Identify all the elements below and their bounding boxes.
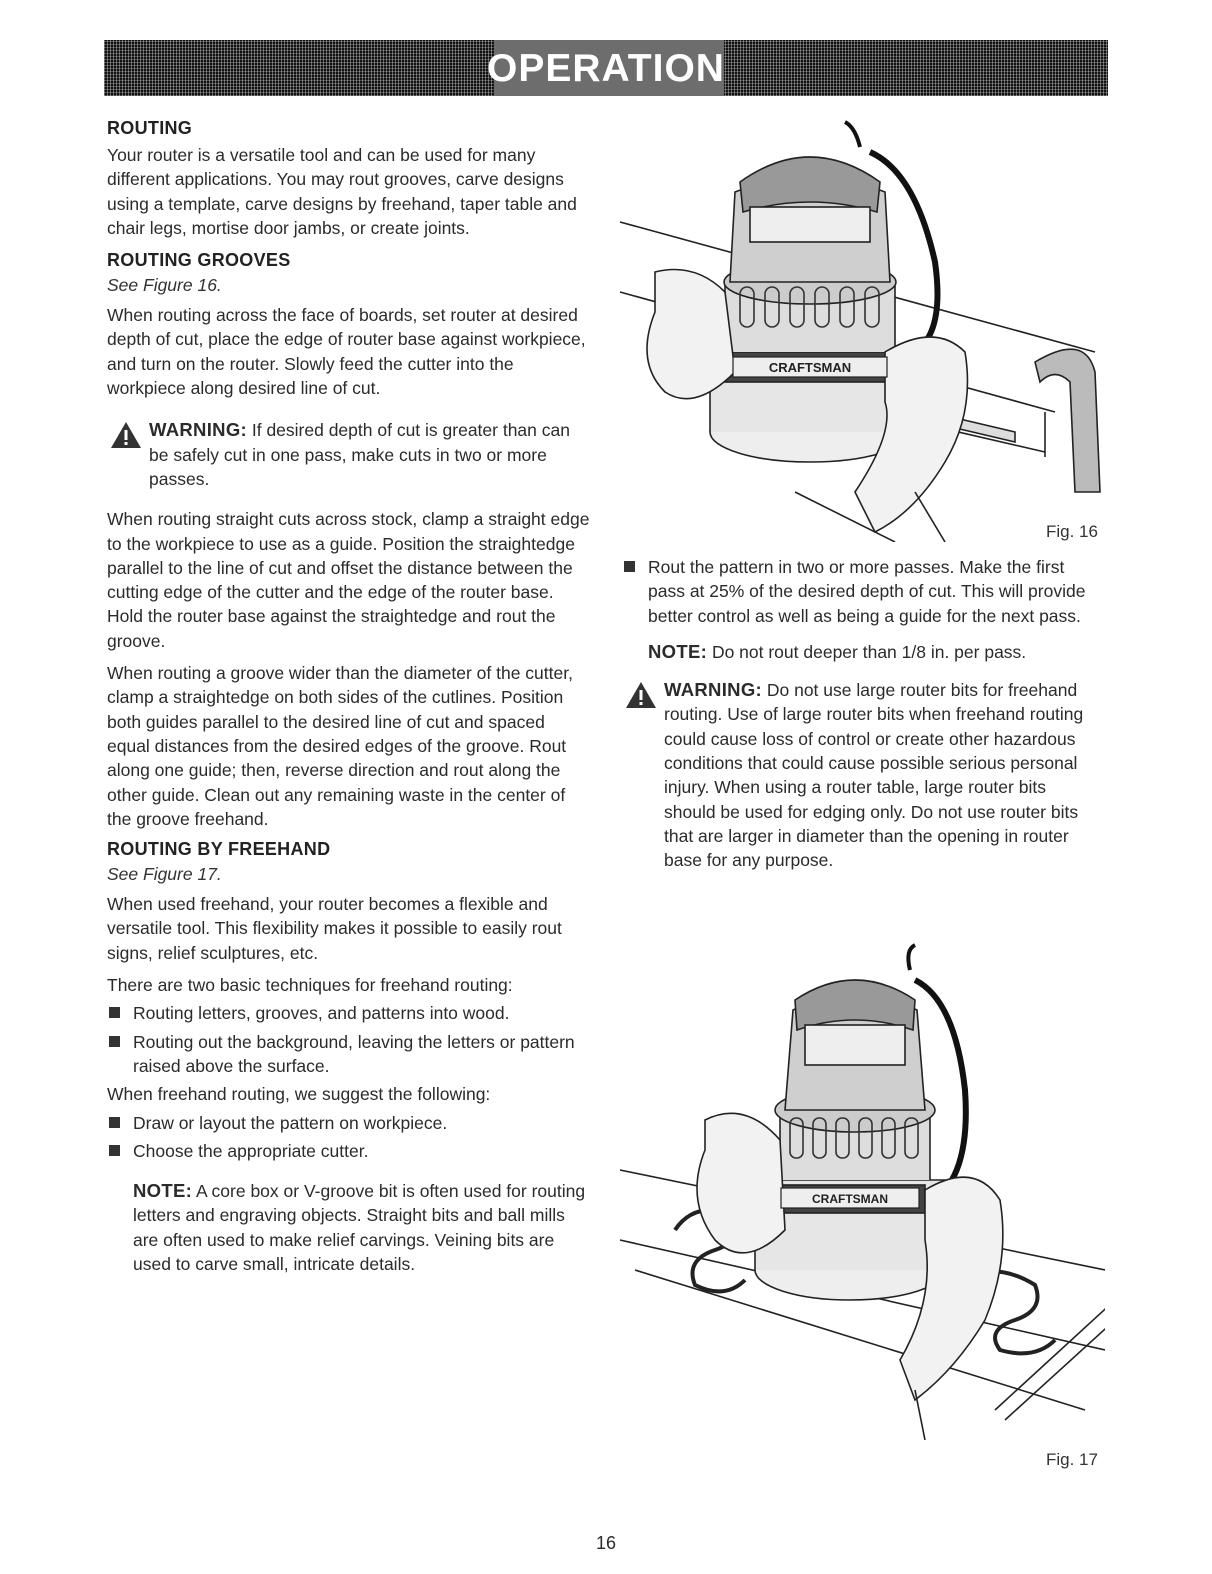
fig17-router-brand: CRAFTSMAN <box>812 1192 888 1206</box>
list-item <box>622 555 1094 628</box>
note-depth <box>622 640 1094 664</box>
grooves-paragraph: When routing across the face of boards, set router at desired depth of cut, place the edge of router base against workpiece, and turn on the router. Slowly feed the cutter into the workpiece along desired line of cut. <box>107 305 586 399</box>
routing-grooves-heading: ROUTING GROOVES <box>107 250 291 271</box>
note-label: NOTE: <box>133 1180 193 1202</box>
note-text: A core box or V-groove bit is often used for routing letters and engraving objects. Straight bits and ball mills are often used to make relief carvings. Veining bits are used to carve small, intricate details. <box>133 1181 586 1274</box>
warning-label: WARNING: <box>664 679 762 701</box>
bullet-icon <box>109 1117 120 1128</box>
wider-groove-paragraph: When routing a groove wider than the diameter of the cutter, clamp a straightedge on both sides of the cutlines. Position both guides parallel to the desired line of cut and spaced equal distances from the desired edges of the groove. Rout along one guide; then, reverse direction and rout along the other guide. Clean out any remaining waste in the center of the groove freehand. <box>107 663 573 829</box>
warning-multiple-passes <box>107 418 592 491</box>
note-label: NOTE: <box>648 640 708 662</box>
list-item: Choose the appropriate cutter. <box>107 1139 592 1163</box>
fig16-router-brand: CRAFTSMAN <box>768 360 852 375</box>
routing-freehand-heading: ROUTING BY FREEHAND <box>107 839 331 860</box>
section-banner <box>104 40 1108 96</box>
warning-text: Do not use large router bits for freehand routing. Use of large router bits when freehand routing could cause loss of control or create other hazardous conditions that could cause possible serious personal injury. When using a router table, large router bits should be used for edging only. Do not use router bits that are larger in diameter than the opening in router base for any purpose. <box>664 680 1084 871</box>
techniques-intro: There are two basic techniques for freehand routing: <box>107 975 513 996</box>
list-item: Draw or layout the pattern on workpiece. <box>107 1111 592 1135</box>
see-figure-16: See Figure 16. <box>107 275 222 296</box>
bullet-icon <box>109 1036 120 1047</box>
list-item: Routing out the background, leaving the letters or pattern raised above the surface. <box>107 1030 592 1079</box>
page-number: 16 <box>595 1533 617 1553</box>
bullet-icon <box>624 561 635 572</box>
straight-cuts-paragraph: When routing straight cuts across stock, clamp a straight edge to the workpiece to use as a guide. Position the straightedge parallel to the line of cut and offset the distance between the cutting edge of the cutter and the edge of the router base. Hold the router base against the straightedge and rout the groove. <box>107 509 590 651</box>
warning-icon <box>109 420 143 450</box>
warning-large-bits <box>622 678 1094 872</box>
routing-paragraph: Your router is a versatile tool and can be used for many different applications. You may rout grooves, carve designs using a template, carve designs by freehand, taper table and chair legs, mortise door jambs, or create joints. <box>107 145 577 238</box>
note-text: Do not rout deeper than 1/8 in. per pass. <box>711 641 1027 662</box>
left-column <box>107 118 592 1276</box>
warning-text: If desired depth of cut is greater than can be safely cut in one pass, make cuts in two or more passes. <box>149 420 570 489</box>
section-title: OPERATION <box>487 47 725 90</box>
multiple-passes-text: Rout the pattern in two or more passes. Make the first pass at 25% of the desired depth of cut. This will provide better control as well as being a guide for the next pass. <box>648 557 1086 626</box>
bullet-icon <box>109 1007 120 1018</box>
bullet-icon <box>109 1145 120 1156</box>
figure-16-router-straightedge <box>615 112 1105 542</box>
fig17-caption: Fig. 17 <box>1046 1450 1098 1469</box>
freehand-paragraph: When used freehand, your router becomes a flexible and versatile tool. This flexibility makes it possible to easily rout signs, relief sculptures, etc. <box>107 894 562 963</box>
routing-heading: ROUTING <box>107 118 193 138</box>
list-item: Routing letters, grooves, and patterns into wood. <box>107 1001 592 1025</box>
warning-icon <box>624 680 658 710</box>
see-figure-17: See Figure 17. <box>107 864 222 885</box>
warning-label: WARNING: <box>149 419 247 441</box>
figure-17-freehand-routing <box>615 940 1105 1460</box>
right-column <box>622 555 1094 889</box>
fig16-caption: Fig. 16 <box>1046 522 1098 541</box>
suggest-intro: When freehand routing, we suggest the following: <box>107 1084 491 1105</box>
note-bits <box>107 1179 592 1276</box>
